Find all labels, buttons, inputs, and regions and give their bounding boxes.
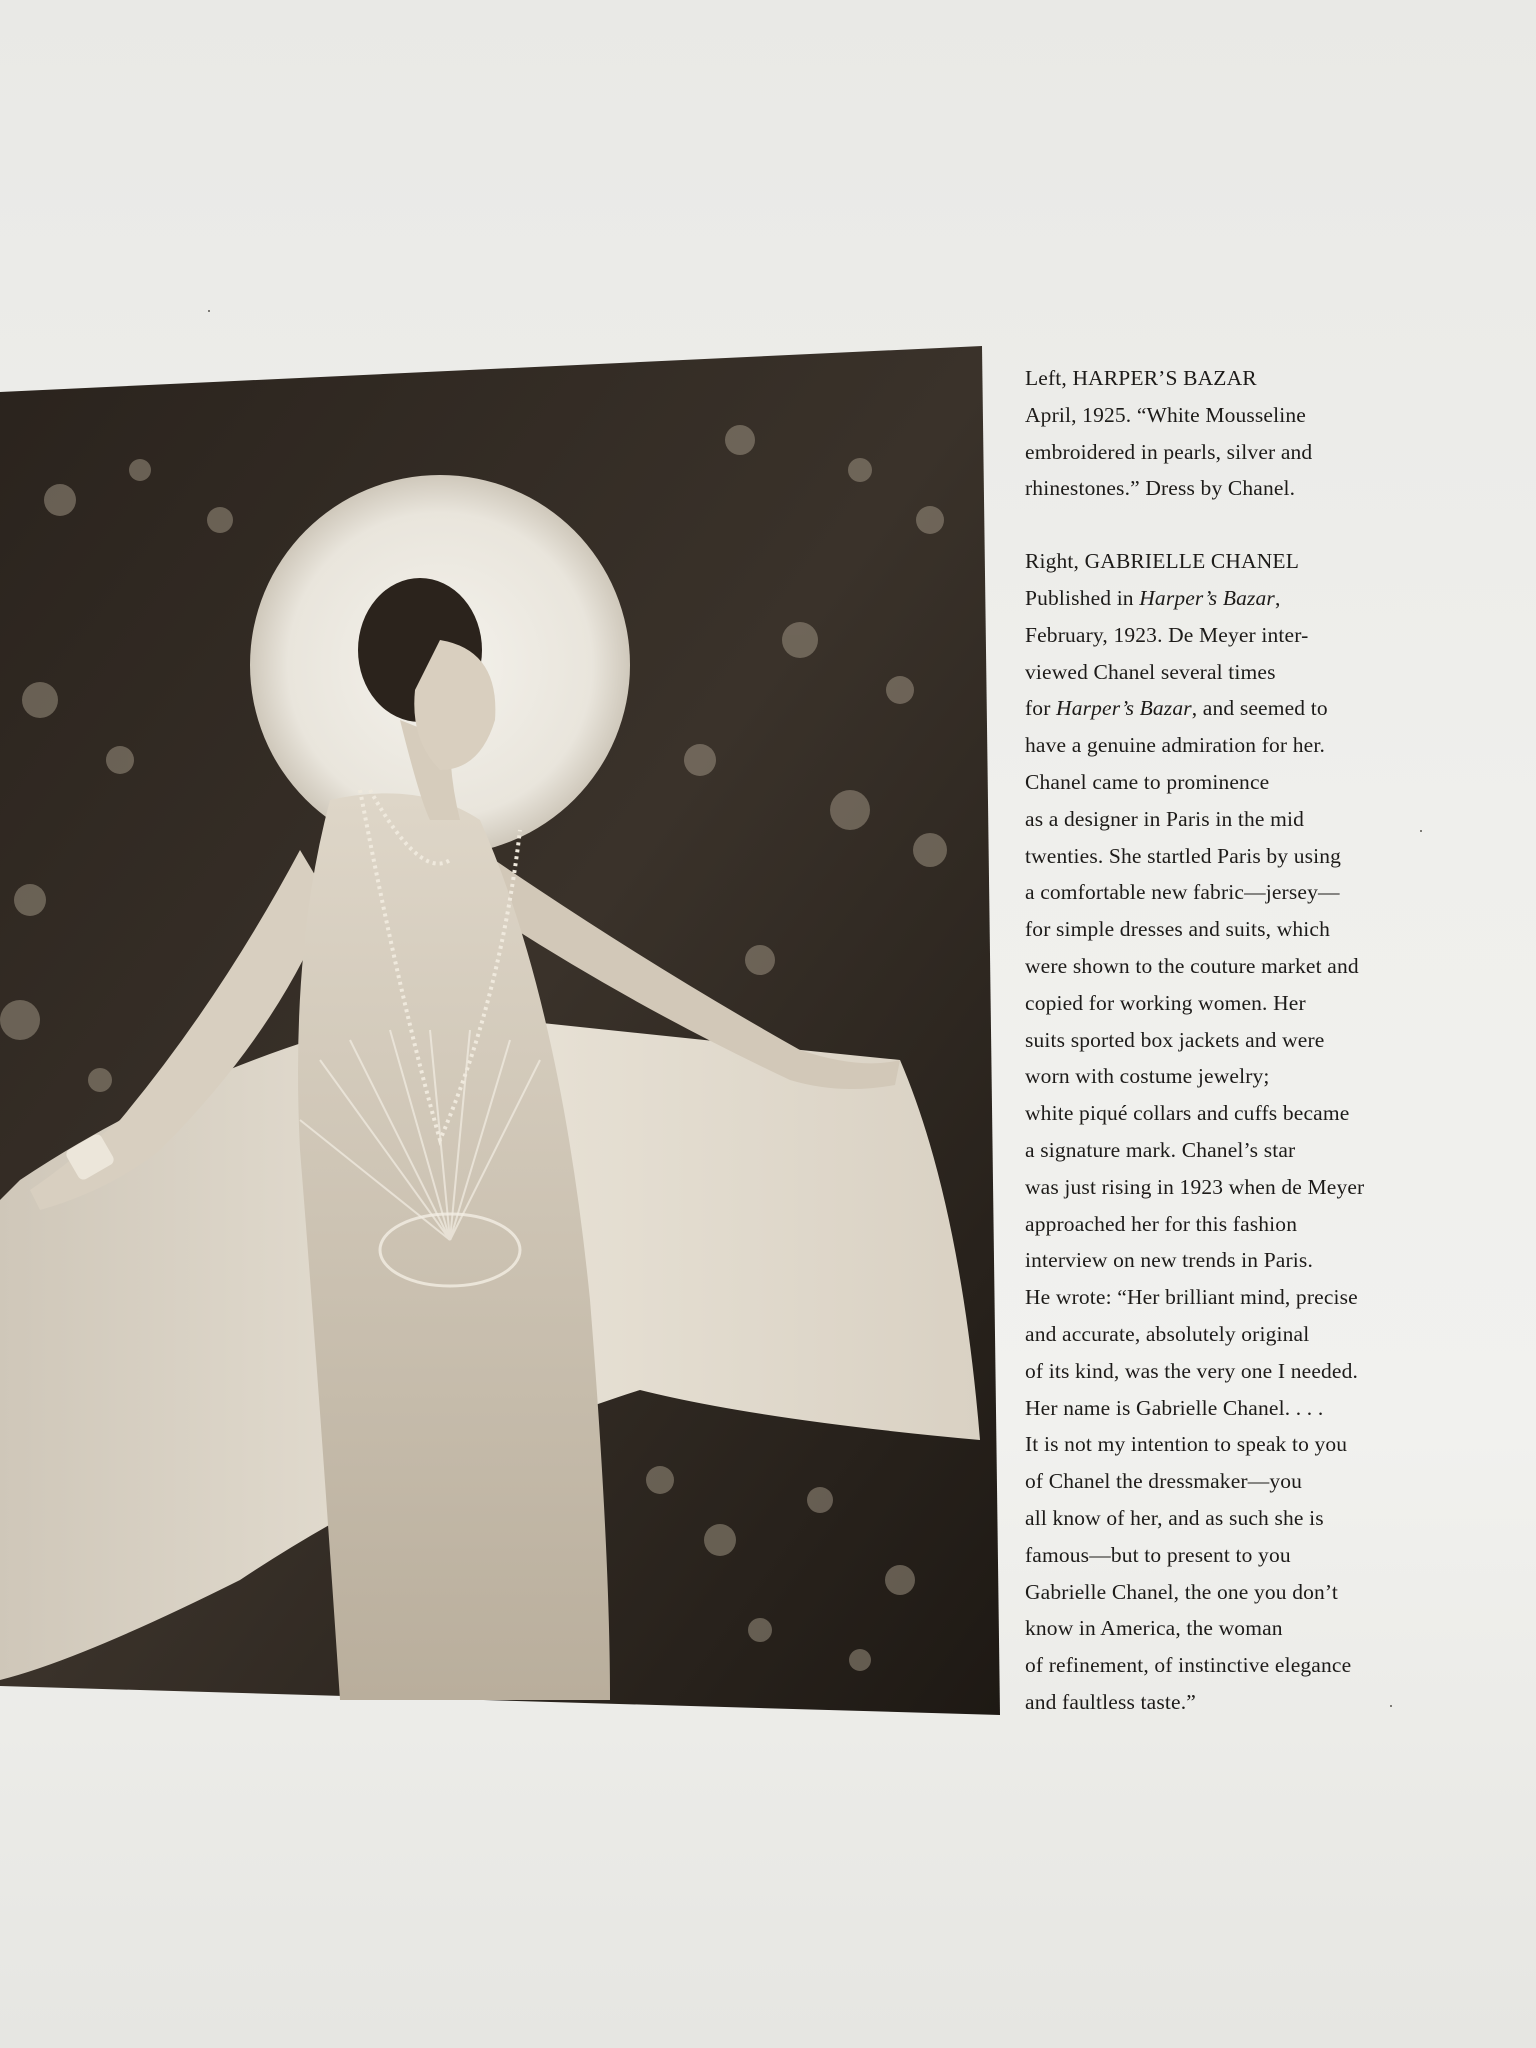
caption-right-line: viewed Chanel several times [1025, 659, 1276, 684]
caption-right-line: Gabrielle Chanel, the one you don’t [1025, 1579, 1338, 1604]
caption-right-line: all know of her, and as such she is [1025, 1505, 1324, 1530]
caption-left-line: April, 1925. “White Mousseline [1025, 402, 1306, 427]
publication-title: Harper’s Bazar [1139, 585, 1275, 610]
caption-right-line: know in America, the woman [1025, 1616, 1283, 1641]
caption-right-line: approached her for this fashion [1025, 1211, 1298, 1236]
caption-right-line: a comfortable new fabric—jersey— [1025, 880, 1340, 905]
caption-left-line: Left, HARPER’S BAZAR [1025, 366, 1257, 390]
caption-right-line: a signature mark. Chanel’s star [1025, 1137, 1296, 1162]
caption-right-line: Her name is Gabrielle Chanel. . . . [1025, 1395, 1324, 1420]
caption-right-line: worn with costume jewelry; [1025, 1064, 1270, 1089]
caption-right-block [1025, 543, 1425, 1721]
caption-right-line: of refinement, of instinctive elegance [1025, 1653, 1352, 1678]
caption-right-line: Right, GABRIELLE CHANEL [1025, 549, 1299, 574]
paper-speck [208, 310, 210, 312]
caption-right-line: were shown to the couture market and [1025, 953, 1359, 978]
caption-right-line: was just rising in 1923 when de Meyer [1025, 1174, 1365, 1199]
caption-right-line: for simple dresses and suits, which [1025, 917, 1331, 942]
caption-right-line: of its kind, was the very one I needed. [1025, 1358, 1359, 1383]
paper-speck [1390, 1705, 1392, 1707]
caption-right-line: interview on new trends in Paris. [1025, 1248, 1313, 1273]
caption-right-line: famous—but to present to you [1025, 1542, 1291, 1567]
caption-right-line: have a genuine admiration for her. [1025, 733, 1326, 758]
caption-right-line: copied for working women. Her [1025, 990, 1306, 1015]
caption-right-line: white piqué collars and cuffs became [1025, 1101, 1350, 1126]
caption-right-line: and faultless taste.” [1025, 1689, 1196, 1714]
caption-left-line: rhinestones.” Dress by Chanel. [1025, 476, 1296, 501]
publication-title: Harper’s Bazar [1056, 696, 1192, 721]
caption-right-line: Published in Harper’s Bazar, [1025, 585, 1281, 610]
caption-right-line: February, 1923. De Meyer inter- [1025, 622, 1309, 647]
caption-left-block [1025, 360, 1425, 507]
caption-right-line: Chanel came to prominence [1025, 769, 1270, 794]
caption-right-line: twenties. She startled Paris by using [1025, 843, 1342, 868]
caption-right-line: as a designer in Paris in the mid [1025, 806, 1305, 831]
caption-right-line: of Chanel the dressmaker—you [1025, 1469, 1303, 1494]
paper-speck [1420, 830, 1422, 832]
caption-right-line: It is not my intention to speak to you [1025, 1432, 1348, 1457]
caption-left-line: embroidered in pearls, silver and [1025, 439, 1313, 464]
caption-right-line: suits sported box jackets and were [1025, 1027, 1325, 1052]
caption-right-line: for Harper’s Bazar, and seemed to [1025, 696, 1328, 721]
caption-right-line: He wrote: “Her brilliant mind, precise [1025, 1285, 1358, 1310]
caption-text [1025, 360, 1425, 1721]
caption-right-line: and accurate, absolutely original [1025, 1321, 1310, 1346]
